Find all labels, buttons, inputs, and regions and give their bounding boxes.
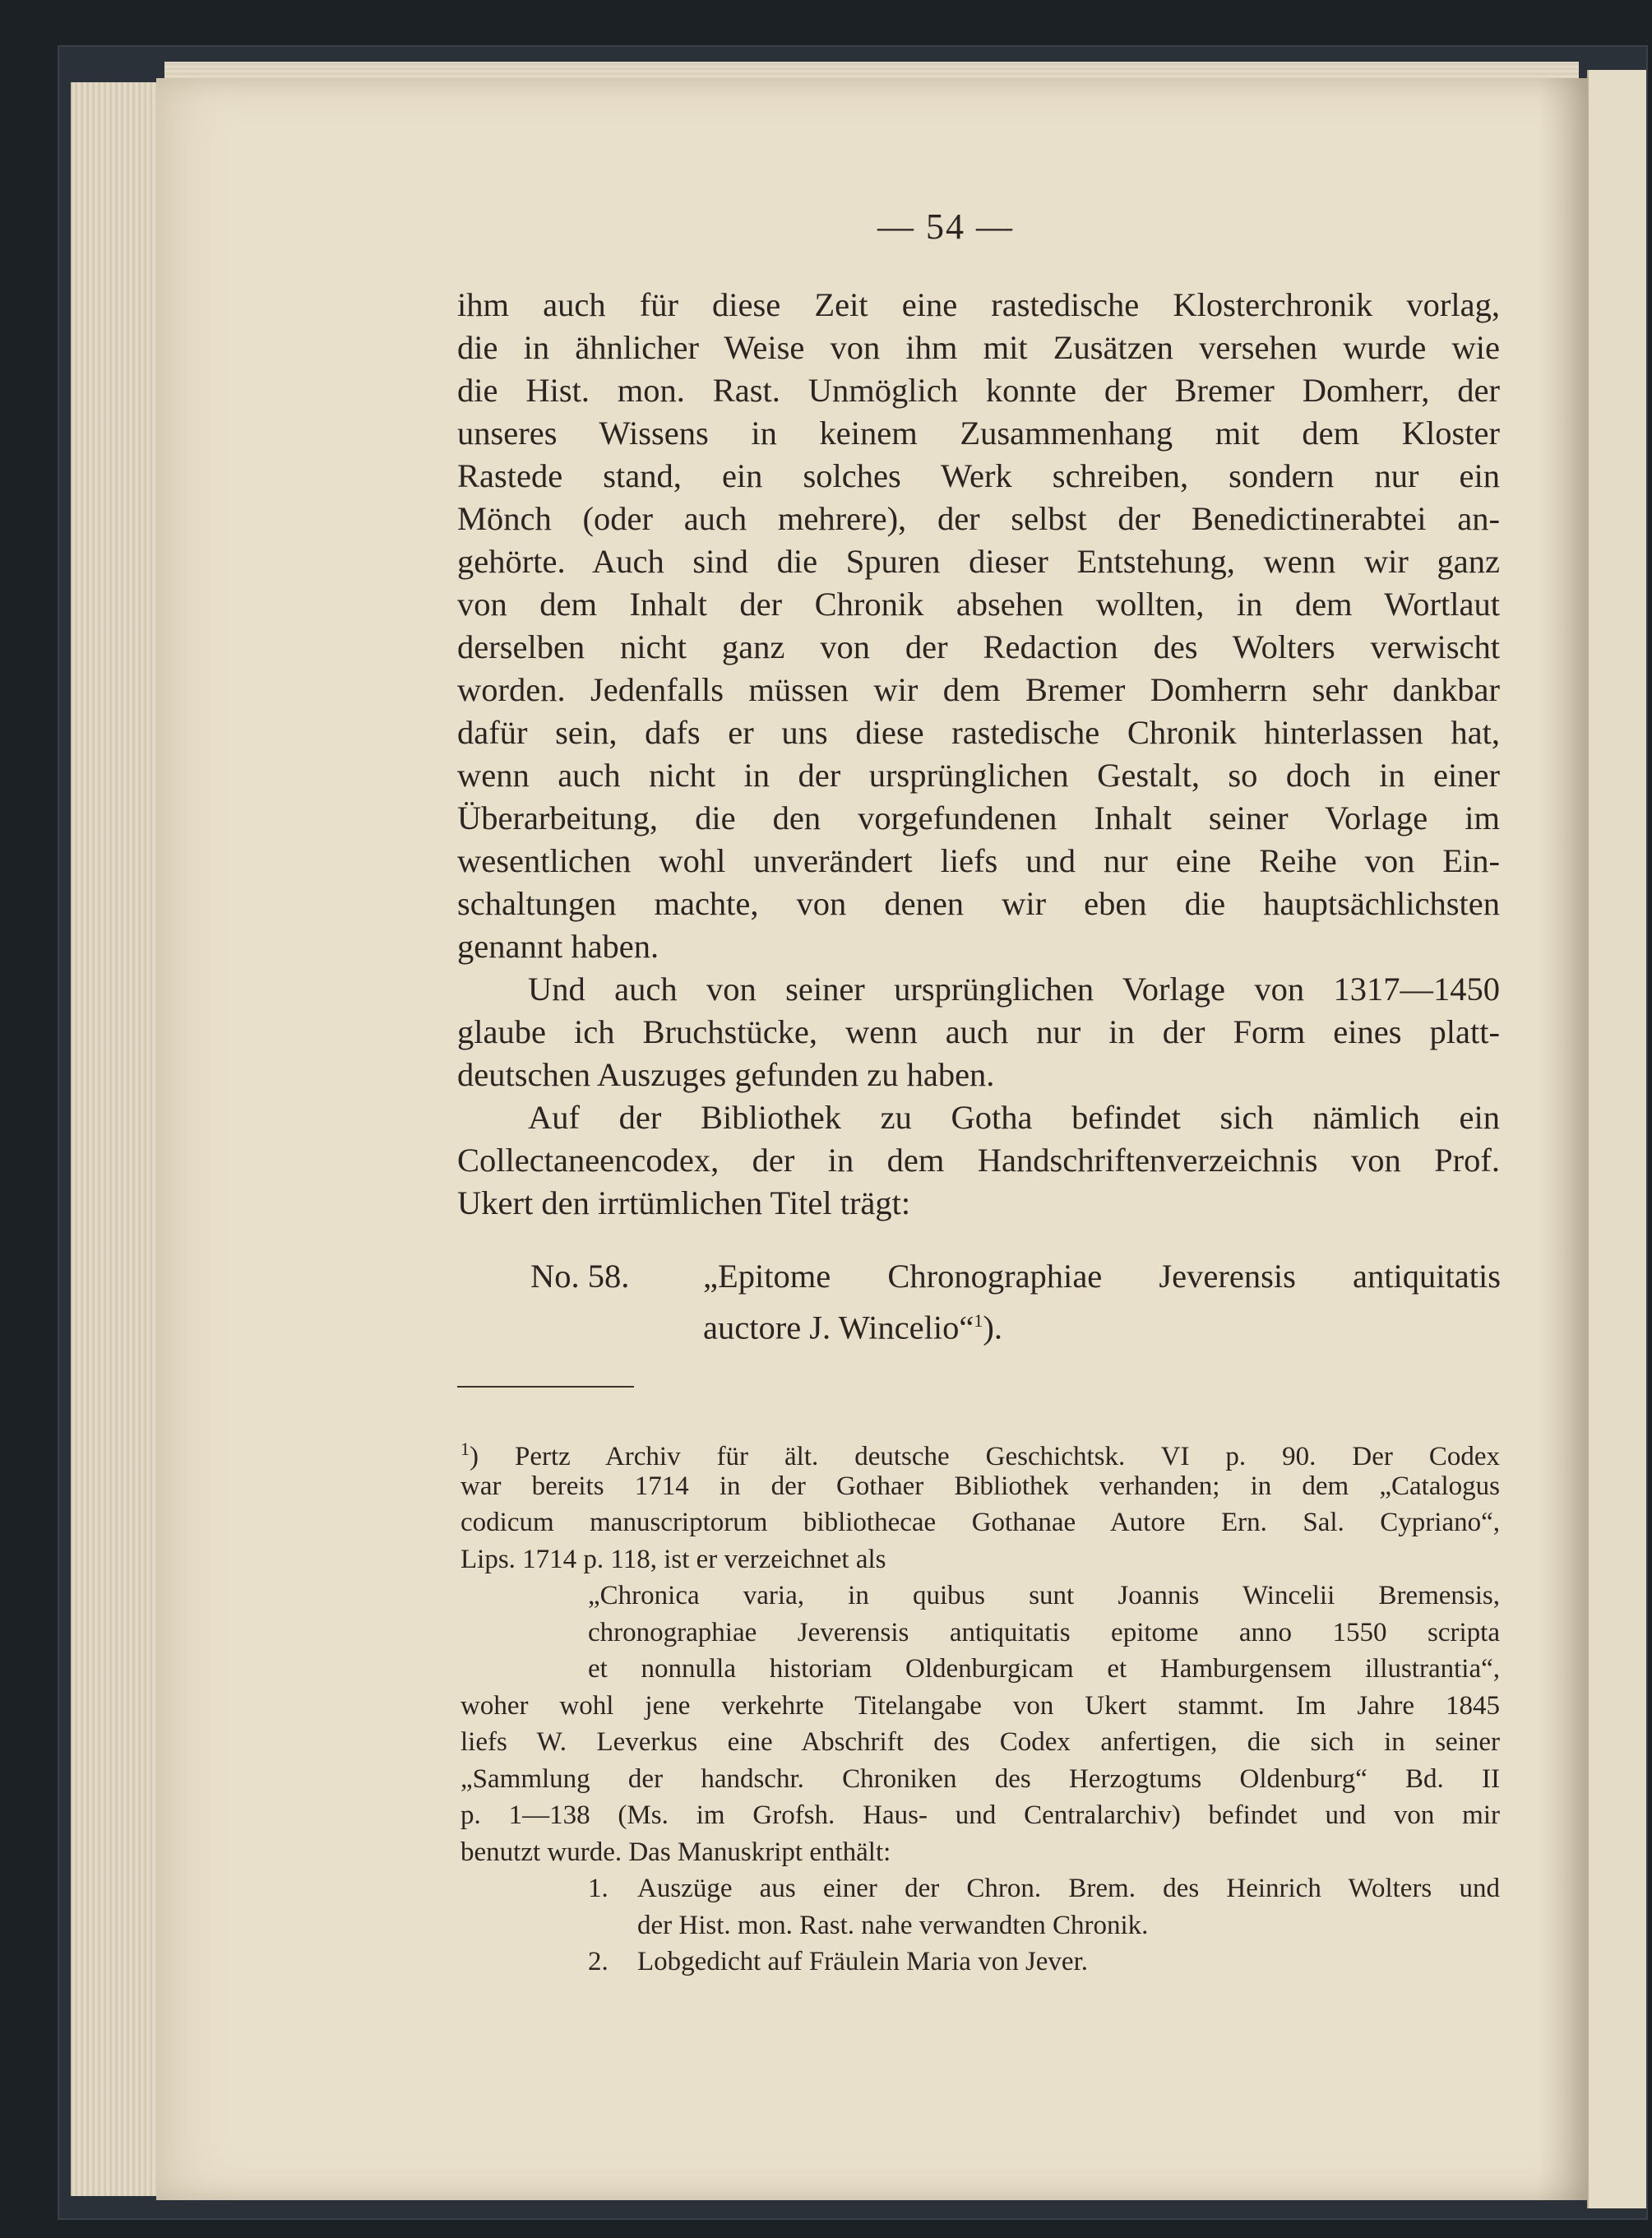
footnote-line: [460, 1431, 1500, 1471]
footnote-list-item: [460, 1944, 1500, 1981]
page-number: — 54 —: [877, 206, 1014, 247]
quote-line: [703, 1299, 1002, 1351]
quote-line-text: auctore J. Wincelio“: [703, 1309, 974, 1346]
body-line: glaube ich Bruchstücke, wenn auch nur in der Form eines platt-: [457, 1013, 1500, 1050]
page-gutter-shadow: [1538, 78, 1587, 2200]
body-line: gehörte. Auch sind die Spuren dieser Entstehung, wenn wir ganz: [457, 543, 1500, 580]
body-line: Auf der Bibliothek zu Gotha befindet sich nämlich ein: [528, 1099, 1500, 1136]
body-line: die in ähnlicher Weise von ihm mit Zusätzen versehen wurde wie: [457, 329, 1500, 366]
body-line: Mönch (oder auch mehrere), der selbst der Benedictinerabtei an-: [457, 500, 1500, 537]
footnote-quote-line: et nonnulla historiam Oldenburgicam et Hamburgensem illustrantia“,: [588, 1654, 1500, 1684]
list-item-text: Lobgedicht auf Fräulein Maria von Jever.: [637, 1947, 1088, 1976]
footnote-quote-line: chronographiae Jeverensis antiquitatis epitome anno 1550 scripta: [588, 1617, 1500, 1647]
footnote-line: benutzt wurde. Das Manuskript enthält:: [460, 1837, 891, 1867]
body-line: dafür sein, dafs er uns diese rastedische Chronik hinterlassen hat,: [457, 714, 1500, 751]
list-item-number: 1.: [588, 1874, 609, 1903]
footnote-list-item-continuation: der Hist. mon. Rast. nahe verwandten Chronik.: [637, 1910, 1149, 1940]
quote-line: „Epitome Chronographiae Jeverensis antiquitatis: [703, 1258, 1501, 1295]
footnote-marker: 1: [460, 1439, 470, 1459]
body-line: wenn auch nicht in der ursprünglichen Gestalt, so doch in einer: [457, 757, 1500, 794]
body-line: Ukert den irrtümlichen Titel trägt:: [457, 1184, 911, 1221]
body-line: Collectaneencodex, der in dem Handschriftenverzeichnis von Prof.: [457, 1142, 1500, 1179]
body-line: schaltungen machte, von denen wir eben die hauptsächlichsten: [457, 885, 1500, 922]
body-line: Und auch von seiner ursprünglichen Vorlage von 1317—1450: [528, 971, 1500, 1008]
footnote-line: „Sammlung der handschr. Chroniken des Herzogtums Oldenburg“ Bd. II: [460, 1763, 1500, 1794]
footnote-line: codicum manuscriptorum bibliothecae Gothanae Autore Ern. Sal. Cypriano“,: [460, 1508, 1500, 1537]
body-text: [457, 284, 1500, 1225]
footnote-quote-line: „Chronica varia, in quibus sunt Joannis Wincelii Bremensis,: [588, 1581, 1500, 1610]
body-line: genannt haben.: [457, 928, 659, 965]
body-line: die Hist. mon. Rast. Unmöglich konnte der Bremer Domherr, der: [457, 372, 1500, 409]
body-line: wesentlichen wohl unverändert liefs und nur eine Reihe von Ein-: [457, 842, 1500, 879]
body-line: ihm auch für diese Zeit eine rastedische Klosterchronik vorlag,: [457, 286, 1500, 323]
body-line: Rastede stand, ein solches Werk schreiben, sondern nur ein: [457, 457, 1500, 494]
footnote-line: war bereits 1714 in der Gothaer Bibliothek verhanden; in dem „Catalogus: [460, 1471, 1500, 1501]
body-line: von dem Inhalt der Chronik absehen wollten, in dem Wortlaut: [457, 586, 1500, 623]
footnote-line: p. 1—138 (Ms. im Grofsh. Haus- und Centralarchiv) befindet und von mir: [460, 1800, 1500, 1830]
quote-line-end: ).: [983, 1309, 1002, 1346]
footnote-list-item: [460, 1870, 1500, 1907]
footnote-reference: 1: [974, 1310, 983, 1331]
facing-page-edge: [1587, 70, 1646, 2208]
body-line: Überarbeitung, die den vorgefundenen Inhalt seiner Vorlage im: [457, 799, 1500, 836]
list-item-text: Auszüge aus einer der Chron. Brem. des Heinrich Wolters und: [637, 1874, 1500, 1903]
footnote-line: Lips. 1714 p. 118, ist er verzeichnet als: [460, 1544, 886, 1574]
body-line: deutschen Auszuges gefunden zu haben.: [457, 1056, 995, 1093]
list-item-number: 2.: [588, 1947, 609, 1976]
body-line: derselben nicht ganz von der Redaction des Wolters verwischt: [457, 628, 1500, 665]
footnote-rule: [457, 1386, 634, 1388]
footnote-line-text: ) Pertz Archiv für ält. deutsche Geschichtsk. VI p. 90. Der Codex: [470, 1442, 1500, 1471]
body-line: unseres Wissens in keinem Zusammenhang mit dem Kloster: [457, 415, 1500, 452]
catalog-number: No. 58.: [530, 1258, 630, 1295]
footnote-line: woher wohl jene verkehrte Titelangabe von Ukert stammt. Im Jahre 1845: [460, 1690, 1500, 1721]
footnote-block: [460, 1431, 1500, 1981]
body-line: worden. Jedenfalls müssen wir dem Bremer Domherrn sehr dankbar: [457, 671, 1500, 708]
footnote-line: liefs W. Leverkus eine Abschrift des Codex anfertigen, die sich in seiner: [460, 1727, 1500, 1757]
